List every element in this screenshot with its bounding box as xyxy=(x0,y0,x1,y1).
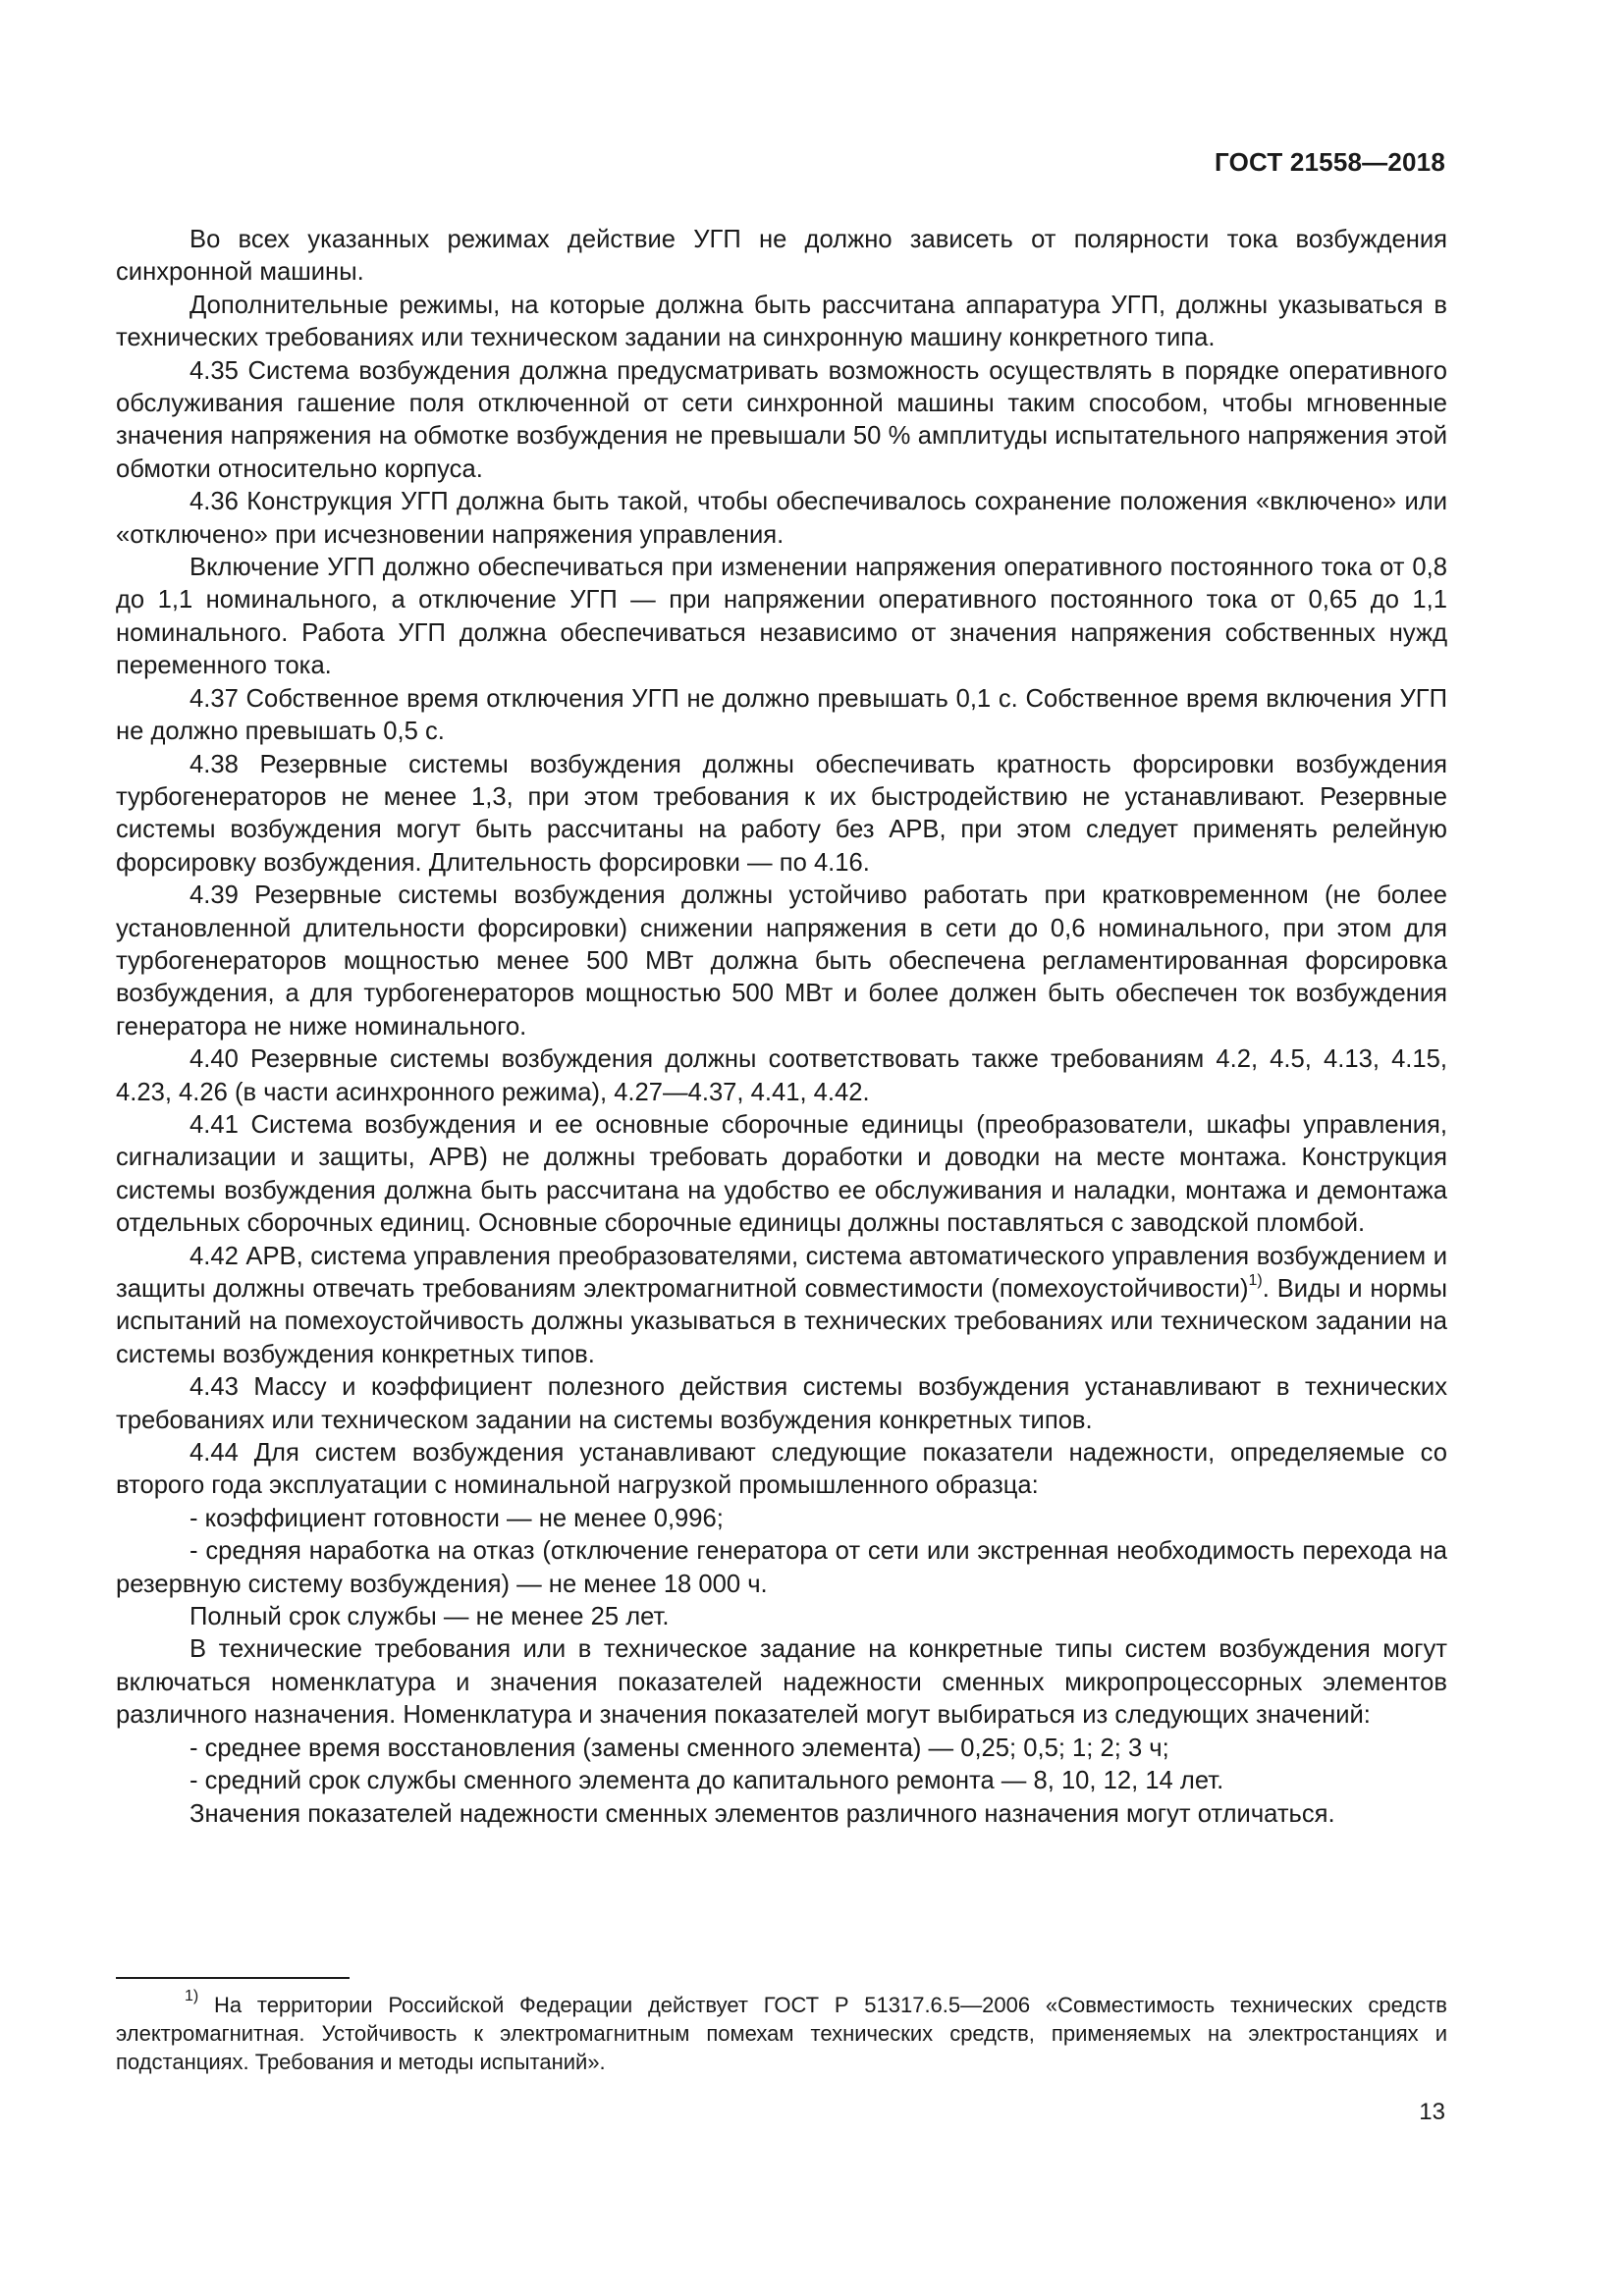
footnote-text: На территории Российской Федерации действует ГОСТ Р 51317.6.5—2006 «Совместимость технических средств электромагнитная. Устойчивость к электромагнитным помехам технических средств, применяемых на электростанциях и подстанциях. Требования и методы испытаний». xyxy=(116,1993,1447,2074)
footnote-separator xyxy=(116,1977,350,1979)
footnote-marker: 1) xyxy=(185,1988,199,2004)
paragraph: 4.36 Конструкция УГП должна быть такой, чтобы обеспечивалось сохранение положения «включено» или «отключено» при исчезновении напряжения управления. xyxy=(116,488,1447,549)
list-item: - средняя наработка на отказ (отключение генератора от сети или экстренная необходимость перехода на резервную систему возбуждения) — не менее 18 000 ч. xyxy=(116,1537,1447,1598)
footnote-reference: 1) xyxy=(1248,1272,1263,1289)
main-text xyxy=(116,224,1447,1831)
paragraph: 4.43 Массу и коэффициент полезного действия системы возбуждения устанавливают в технических требованиях или техническом задании на системы возбуждения конкретных типов. xyxy=(116,1373,1447,1434)
paragraph: 4.35 Система возбуждения должна предусматривать возможность осуществлять в порядке оперативного обслуживания гашение поля отключенной от сети синхронной машины таким способом, чтобы мгновенные значения напряжения на обмотке возбуждения не превышали 50 % амплитуды испытательного напряжения этой обмотки относительно корпуса. xyxy=(116,356,1447,483)
paragraph: 4.41 Система возбуждения и ее основные сборочные единицы (преобразователи, шкафы управления, сигнализации и защиты, АРВ) не должны требовать доработки и доводки на месте монтажа. Конструкция системы возбуждения должна быть рассчитана на удобство ее обслуживания и наладки, монтажа и демонтажа отдельных сборочных единиц. Основные сборочные единицы должны поставляться с заводской пломбой. xyxy=(116,1110,1447,1238)
list-item: - средний срок службы сменного элемента до капитального ремонта — 8, 10, 12, 14 лет. xyxy=(189,1767,1224,1795)
paragraph: 4.44 Для систем возбуждения устанавливают следующие показатели надежности, определяемые со второго года эксплуатации с номинальной нагрузкой промышленного образца: xyxy=(116,1439,1447,1500)
paragraph-text: . Виды и нормы испытаний на помехоустойчивость должны указываться в технических требованиях или техническом задании на системы возбуждения конкретных типов. xyxy=(116,1275,1447,1368)
list-item: - среднее время восстановления (замены сменного элемента) — 0,25; 0,5; 1; 2; 3 ч; xyxy=(189,1734,1169,1762)
paragraph: 4.38 Резервные системы возбуждения должны обеспечивать кратность форсировки возбуждения турбогенераторов не менее 1,3, при этом требования к их быстродействию не устанавливают. Резервные системы возбуждения могут быть рассчитаны на работу без АРВ, при этом следует применять релейную форсировку возбуждения. Длительность форсировки — по 4.16. xyxy=(116,750,1447,877)
paragraph: 4.39 Резервные системы возбуждения должны устойчиво работать при кратковременном (не более установленной длительности форсировки) снижении напряжения в сети до 0,6 номинального, при этом для турбогенераторов мощностью менее 500 МВт должна быть обеспечена регламентированная форсировка возбуждения, а для турбогенераторов мощностью 500 МВт и более должен быть обеспечен ток возбуждения генератора не ниже номинального. xyxy=(116,881,1447,1041)
paragraph: Дополнительные режимы, на которые должна быть рассчитана аппаратура УГП, должны указываться в технических требованиях или техническом задании на синхронную машину конкретного типа. xyxy=(116,291,1447,352)
paragraph xyxy=(116,1241,1447,1372)
footnote xyxy=(116,1988,1447,2076)
paragraph: 4.40 Резервные системы возбуждения должны соответствовать также требованиям 4.2, 4.5, 4.13, 4.15, 4.23, 4.26 (в части асинхронного режима), 4.27—4.37, 4.41, 4.42. xyxy=(116,1045,1447,1106)
list-item: - коэффициент готовности — не менее 0,996; xyxy=(189,1504,724,1532)
paragraph: Включение УГП должно обеспечиваться при изменении напряжения оперативного постоянного тока от 0,8 до 1,1 номинального, а отключение УГП — при напряжении оперативного постоянного тока от 0,65 до 1,1 номинального. Работа УГП должна обеспечиваться независимо от значения напряжения собственных нужд переменного тока. xyxy=(116,554,1447,680)
paragraph: 4.37 Собственное время отключения УГП не должно превышать 0,1 с. Собственное время включения УГП не должно превышать 0,5 с. xyxy=(116,684,1447,746)
paragraph: В технические требования или в техническое задание на конкретные типы систем возбуждения могут включаться номенклатура и значения показателей надежности сменных микропроцессорных элементов различного назначения. Номенклатура и значения показателей могут выбираться из следующих значений: xyxy=(116,1635,1447,1730)
paragraph: Значения показателей надежности сменных элементов различного назначения могут отличаться. xyxy=(189,1799,1335,1828)
document-header: ГОСТ 21558—2018 xyxy=(1215,147,1445,177)
paragraph: Полный срок службы — не менее 25 лет. xyxy=(189,1603,670,1631)
paragraph-text: 4.42 АРВ, система управления преобразователями, система автоматического управления возбуждением и защиты должны отвечать требованиям электромагнитной совместимости (помехоустойчивости) xyxy=(116,1242,1447,1303)
page-number: 13 xyxy=(1419,2099,1445,2125)
paragraph: Во всех указанных режимах действие УГП не должно зависеть от полярности тока возбуждения синхронной машины. xyxy=(116,226,1447,287)
